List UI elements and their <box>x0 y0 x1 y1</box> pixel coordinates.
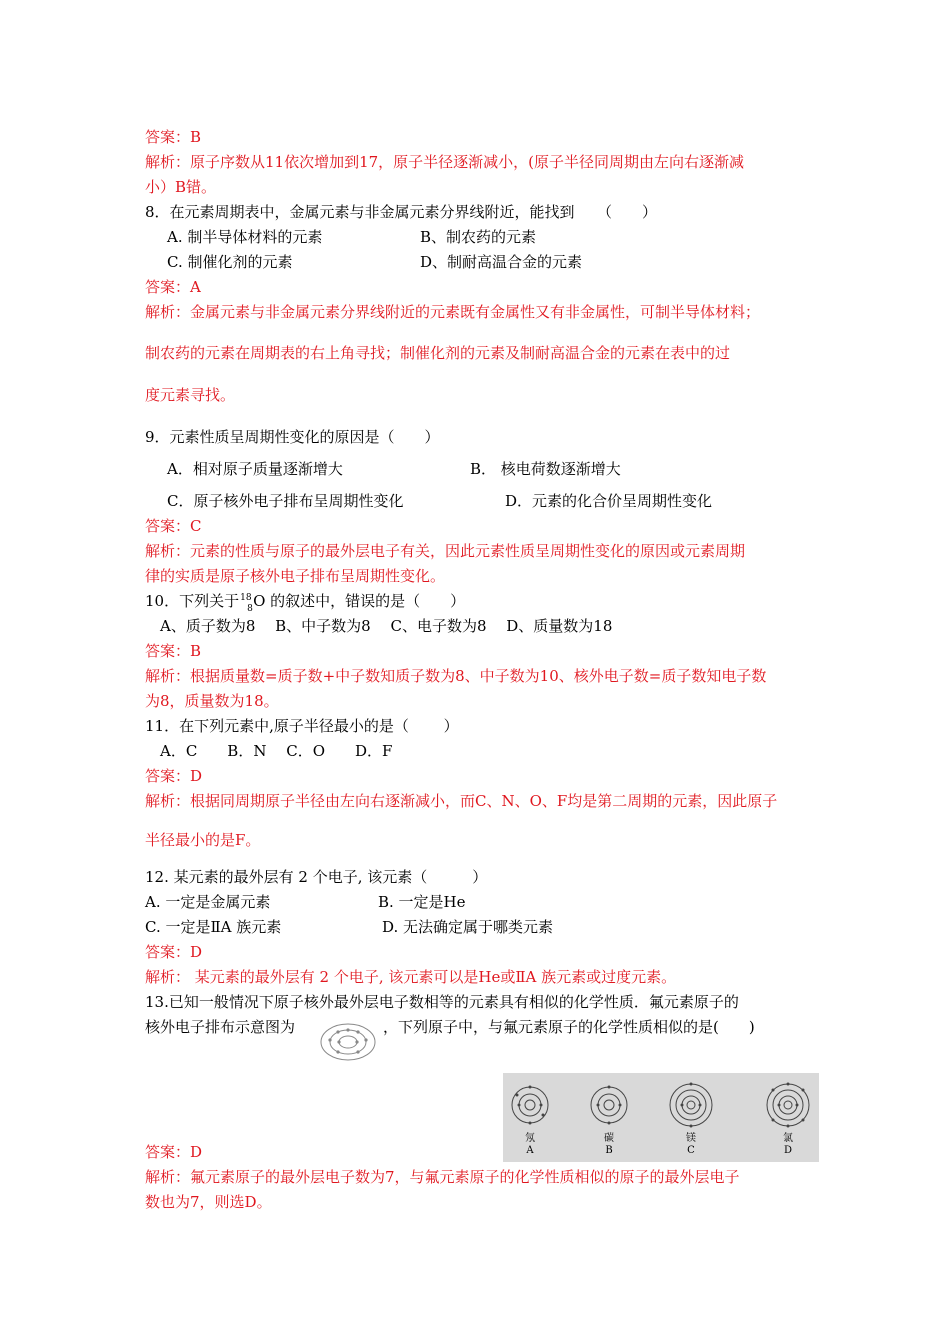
option-9a: A．相对原子质量逐渐增大 <box>167 460 343 478</box>
analysis-13-line1: 解析：氟元素原子的最外层电子数为7，与氟元素原子的化学性质相似的原子的最外层电子 <box>145 1168 740 1186</box>
option-b-element: 碳 <box>604 1133 614 1144</box>
question-8: 8．在元素周期表中，金属元素与非金属元素分界线附近，能找到 （ ） <box>145 203 658 221</box>
answer-11: 答案：D <box>145 767 203 785</box>
option-c-letter: C <box>687 1145 695 1156</box>
question-9: 9．元素性质呈周期性变化的原因是（ ） <box>145 428 440 446</box>
analysis-12: 解析： 某元素的最外层有 2 个电子, 该元素可以是He或ⅡA 族元素或过度元素。 <box>145 968 677 986</box>
question-10-suffix: O 的叙述中，错误的是（ ） <box>253 592 466 610</box>
option-8d: D、制耐高温合金的元素 <box>420 253 583 271</box>
question-10 <box>145 591 466 614</box>
question-10-prefix: 10．下列关于 <box>145 592 240 610</box>
option-12d: D. 无法确定属于哪类元素 <box>382 918 554 936</box>
option-8c: C. 制催化剂的元素 <box>167 253 293 271</box>
analysis-8-line3: 度元素寻找。 <box>145 386 236 404</box>
analysis-11-line2: 半径最小的是F。 <box>145 831 261 849</box>
analysis-11-line1: 解析：根据同周期原子半径由左向右逐渐减小，而C、N、O、F均是第二周期的元素，因此原子 <box>145 792 778 810</box>
option-d-letter: D <box>783 1145 793 1156</box>
atomic-number: 8 <box>247 604 253 614</box>
options-10: A、质子数为8 B、中子数为8 C、电子数为8 D、质量数为18 <box>160 617 613 635</box>
answer-9: 答案：C <box>145 517 202 535</box>
analysis-7-line2: 小）B错。 <box>145 178 217 196</box>
option-b-letter: B <box>605 1145 613 1156</box>
analysis-9-line2: 律的实质是原子核外电子排布呈周期性变化。 <box>145 567 446 585</box>
isotope-notation <box>239 591 253 614</box>
analysis-9-line1: 解析：元素的性质与原子的最外层电子有关，因此元素性质呈周期性变化的原因或元素周期 <box>145 542 746 560</box>
analysis-8-line2: 制农药的元素在周期表的右上角寻找；制催化剂的元素及制耐高温合金的元素在表中的过 <box>145 344 731 362</box>
question-11: 11．在下列元素中,原子半径最小的是（ ） <box>145 717 459 735</box>
answer-12: 答案：D <box>145 943 203 961</box>
analysis-10-line2: 为8，质量数为18。 <box>145 692 279 710</box>
options-11: A．C B．N C．O D．F <box>160 742 393 760</box>
fluorine-atom-diagram <box>316 1021 380 1063</box>
option-c-element: 镁 <box>686 1133 696 1144</box>
atom-options-svg <box>503 1073 819 1162</box>
option-9b: B． 核电荷数逐渐增大 <box>470 460 621 478</box>
mass-number: 18 <box>240 593 252 603</box>
answer-7: 答案：B <box>145 128 202 146</box>
option-8a: A. 制半导体材料的元素 <box>167 228 323 246</box>
option-12b: B. 一定是He <box>378 893 466 911</box>
analysis-13-line2: 数也为7，则选D。 <box>145 1193 272 1211</box>
option-9c: C．原子核外电子排布呈周期性变化 <box>167 492 404 510</box>
question-13-line2-start: 核外电子排布示意图为 <box>145 1018 296 1036</box>
option-d-label <box>778 1133 798 1157</box>
answer-13: 答案：D <box>145 1143 203 1161</box>
answer-10: 答案：B <box>145 642 202 660</box>
analysis-10-line1: 解析：根据质量数=质子数+中子数知质子数为8、中子数为10、核外电子数=质子数知电子数 <box>145 667 767 685</box>
question-13-line1: 13.已知一般情况下原子核外最外层电子数相等的元素具有相似的化学性质．氟元素原子的 <box>145 993 739 1011</box>
question-13-line2-end: ，下列原子中，与氟元素原子的化学性质相似的是( ) <box>383 1018 755 1036</box>
question-12: 12. 某元素的最外层有 2 个电子, 该元素（ ） <box>145 868 488 886</box>
atom-options-figure <box>503 1073 819 1162</box>
analysis-8-line1: 解析：金属元素与非金属元素分界线附近的元素既有金属性又有非金属性，可制半导体材料； <box>145 303 761 321</box>
option-12c: C. 一定是ⅡA 族元素 <box>145 918 282 936</box>
option-d-element: 氯 <box>783 1133 793 1144</box>
option-a-element: 氖 <box>525 1133 535 1144</box>
option-c-label <box>681 1133 701 1157</box>
analysis-7-line1: 解析：原子序数从11依次增加到17，原子半径逐渐减小，(原子半径同周期由左向右逐渐减 <box>145 153 745 171</box>
option-9d: D．元素的化合价呈周期性变化 <box>505 492 713 510</box>
option-8b: B、制农药的元素 <box>420 228 537 246</box>
option-b-label <box>599 1133 619 1157</box>
option-a-letter: A <box>526 1145 534 1156</box>
option-a-label <box>520 1133 540 1157</box>
option-12a: A. 一定是金属元素 <box>145 893 271 911</box>
answer-8: 答案：A <box>145 278 201 296</box>
